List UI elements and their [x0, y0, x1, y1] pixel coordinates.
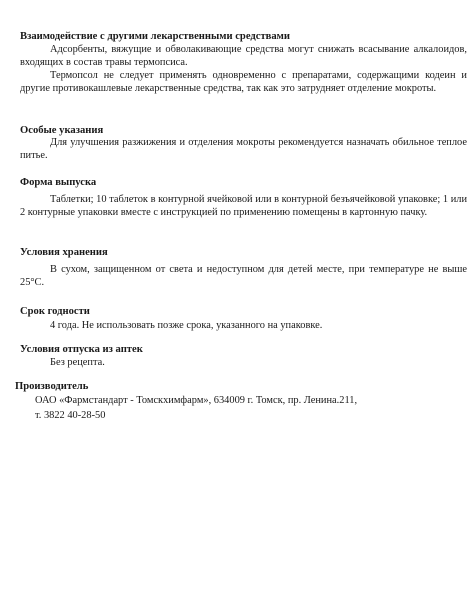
- shelf-life-text: 4 года. Не использовать позже срока, указанного на упаковке.: [50, 320, 323, 331]
- interactions-paragraph-1: Адсорбенты, вяжущие и обволакивающие средства могут снижать всасывание алкалоидов, входящих в состав травы термопсиса.: [20, 44, 467, 68]
- special-paragraph: Для улучшения разжижения и отделения мокроты рекомендуется назначать обильное теплое питье.: [20, 137, 467, 161]
- section-heading-storage: Условия хранения: [20, 247, 108, 258]
- dispensing-text: Без рецепта.: [50, 357, 105, 368]
- manufacturer-phone: т. 3822 40-28-50: [35, 410, 106, 421]
- section-heading-dispensing: Условия отпуска из аптек: [20, 344, 143, 355]
- section-heading-shelf-life: Срок годности: [20, 306, 90, 317]
- interactions-paragraph-2: Термопсол не следует применять одновременно с препаратами, содержащими кодеин и другие противокашлевые лекарственные средства, так как это затрудняет отделение мокроты.: [20, 70, 467, 94]
- storage-paragraph: В сухом, защищенном от света и недоступном для детей месте, при температуре не выше 25°С.: [20, 264, 467, 288]
- section-heading-manufacturer: Производитель: [15, 381, 89, 392]
- section-heading-form: Форма выпуска: [20, 177, 97, 188]
- form-paragraph: Таблетки; 10 таблеток в контурной ячейковой или в контурной безъячейковой упаковке; 1 или 2 контурные упаковки вместе с инструкцией по применению помещены в картонную пачку.: [20, 194, 467, 218]
- section-heading-interactions: Взаимодействие с другими лекарственными средствами: [20, 31, 290, 42]
- manufacturer-address: ОАО «Фармстандарт - Томскхимфарм», 634009 г. Томск, пр. Ленина.211,: [35, 395, 358, 406]
- section-heading-special: Особые указания: [20, 125, 104, 136]
